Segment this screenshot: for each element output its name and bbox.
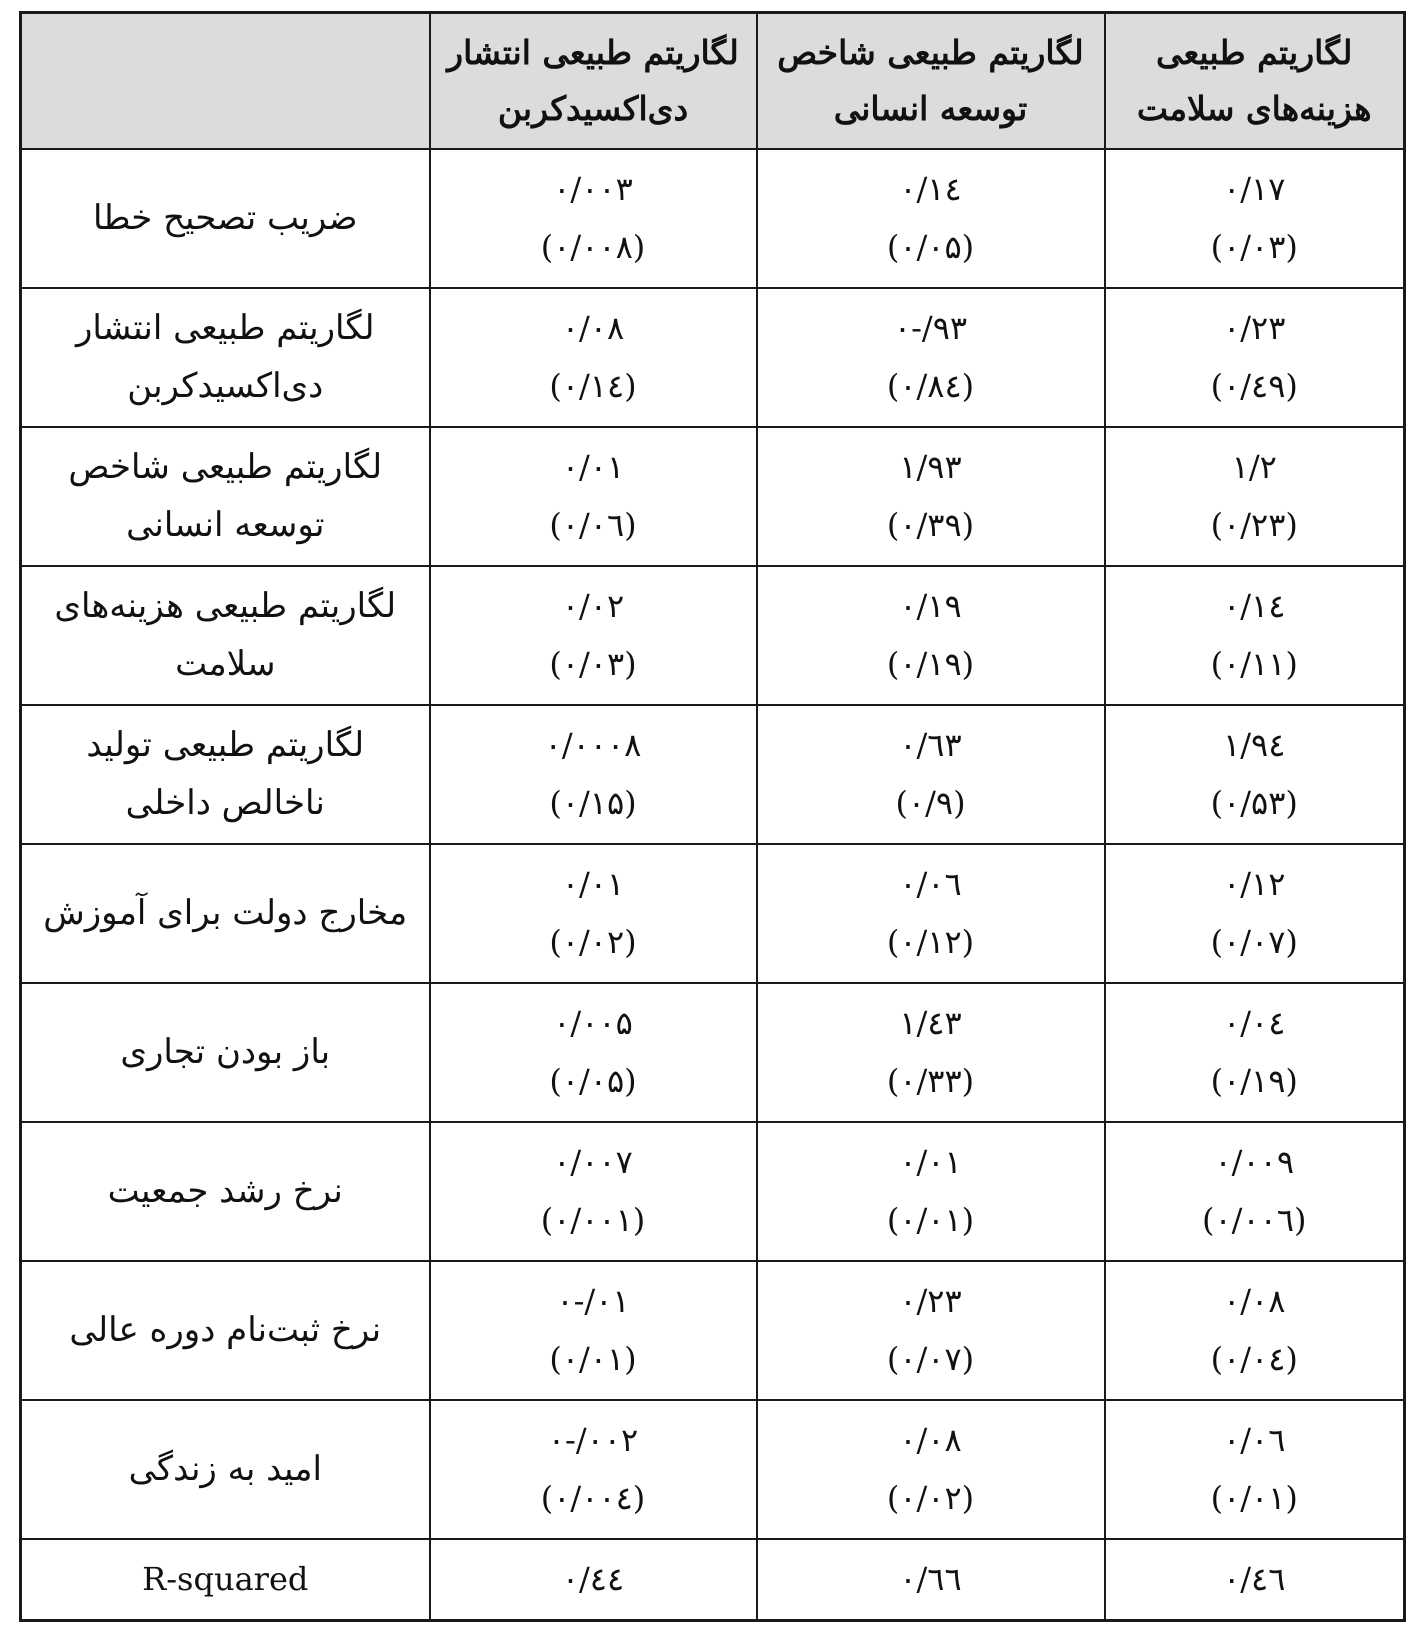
- cell-health-expenditure: [1105, 288, 1405, 427]
- header-co2: لگاریتم طبیعی انتشار دی‌اکسیدکربن: [430, 13, 757, 149]
- variable-name-cell: [21, 1261, 430, 1400]
- standard-error-value: (۰/۰۲): [549, 923, 637, 961]
- table-row: [21, 149, 1405, 288]
- r-squared-label: R-squared: [142, 1560, 309, 1599]
- variable-name: نرخ رشد جمعیت: [107, 1171, 343, 1211]
- standard-error-value: (۰/۱۹): [886, 645, 975, 683]
- r-squared-health-expenditure: [1105, 1539, 1405, 1621]
- standard-error-value: (۰/۳۹): [886, 506, 975, 544]
- cell-co2: [430, 427, 757, 566]
- cell-health-expenditure: [1105, 566, 1405, 705]
- cell-health-expenditure: [1105, 705, 1405, 844]
- standard-error-value: (۰/۱۱): [1210, 645, 1298, 683]
- coefficient-value: ۰/۱۹: [899, 587, 962, 625]
- coefficient-value: ۰/۰۰۹: [1214, 1143, 1295, 1181]
- variable-name: لگاریتم طبیعی هزینه‌های سلامت: [54, 586, 397, 684]
- r-squared-row: [21, 1539, 1405, 1621]
- standard-error-value: (۰/۵۳): [1210, 784, 1298, 822]
- standard-error-value: (۰/۳۳): [886, 1062, 975, 1100]
- cell-co2: [430, 288, 757, 427]
- standard-error-value: (۰/۰۷): [886, 1340, 975, 1378]
- variable-name-cell: [21, 1400, 430, 1539]
- coefficient-value: ۰/۰۸: [899, 1421, 962, 1459]
- coefficient-value: ۰/۰۰۵: [553, 1004, 633, 1042]
- coefficient-value: ۰/۰۱: [561, 448, 625, 486]
- cell-health-expenditure: [1105, 1261, 1405, 1400]
- coefficient-value: ۰/۱٤: [899, 170, 962, 208]
- cell-co2: [430, 1122, 757, 1261]
- standard-error-value: (۰/۸٤): [886, 367, 975, 405]
- cell-hdi: [757, 1261, 1105, 1400]
- cell-health-expenditure: [1105, 427, 1405, 566]
- cell-hdi: [757, 427, 1105, 566]
- variable-name-cell: [21, 983, 430, 1122]
- standard-error-value: (۰/۰٤): [1210, 1340, 1298, 1378]
- variable-name-cell: [21, 427, 430, 566]
- r-squared-value: ۰/٤٦: [1223, 1560, 1286, 1599]
- cell-health-expenditure: [1105, 149, 1405, 288]
- table-row: [21, 288, 1405, 427]
- r-squared-co2: [430, 1539, 757, 1621]
- standard-error-value: (۰/۰۳): [1210, 228, 1298, 266]
- cell-co2: [430, 149, 757, 288]
- cell-hdi: [757, 566, 1105, 705]
- table-row: [21, 1122, 1405, 1261]
- variable-name: نرخ ثبت‌نام دوره عالی: [69, 1310, 382, 1350]
- standard-error-value: (۰/۱۹): [1210, 1062, 1298, 1100]
- cell-health-expenditure: [1105, 1122, 1405, 1261]
- coefficient-value: ۰/۰۰۷: [553, 1143, 633, 1181]
- r-squared-value: ۰/٤٤: [561, 1560, 625, 1599]
- coefficient-value: ۰/۰۸: [1223, 1282, 1286, 1320]
- standard-error-value: (۰/۱۲): [886, 923, 975, 961]
- table-row: [21, 1261, 1405, 1400]
- coefficient-value: ۰/۰۰۳: [553, 170, 633, 208]
- variable-name-cell: [21, 705, 430, 844]
- coefficient-value: ۰-/۰۱: [556, 1282, 630, 1320]
- variable-name: لگاریتم طبیعی شاخص توسعه انسانی: [68, 447, 383, 545]
- standard-error-value: (۰/۰۰۸): [540, 228, 646, 266]
- cell-hdi: [757, 705, 1105, 844]
- standard-error-value: (۰/۰۱): [1210, 1479, 1298, 1517]
- coefficient-value: ۰/۲۳: [1223, 309, 1286, 347]
- coefficient-value: ۰/۰۰۰۸: [544, 726, 642, 764]
- variable-name-cell: [21, 288, 430, 427]
- coefficient-value: ۰/۲۳: [899, 1282, 962, 1320]
- coefficient-value: ۰/۰۱: [561, 865, 625, 903]
- r-squared-hdi: [757, 1539, 1105, 1621]
- standard-error-value: (۰/۰۵): [886, 228, 975, 266]
- coefficient-value: ۰/۰٦: [899, 865, 962, 903]
- coefficient-value: ۰-/۹۳: [893, 309, 968, 347]
- cell-co2: [430, 1261, 757, 1400]
- cell-hdi: [757, 149, 1105, 288]
- cell-health-expenditure: [1105, 983, 1405, 1122]
- variable-name-cell: [21, 149, 430, 288]
- table-row: [21, 427, 1405, 566]
- coefficient-value: ۰/٦۳: [899, 726, 962, 764]
- standard-error-value: (۰/۰۱): [549, 1340, 637, 1378]
- cell-co2: [430, 705, 757, 844]
- header-health-expenditure: لگاریتم طبیعی هزینه‌های سلامت: [1105, 13, 1405, 149]
- cell-hdi: [757, 844, 1105, 983]
- coefficient-value: ۰/۱٤: [1223, 587, 1286, 625]
- r-squared-label-cell: [21, 1539, 430, 1621]
- header-hdi: لگاریتم طبیعی شاخص توسعه انسانی: [757, 13, 1105, 149]
- coefficient-value: ۱/۲: [1231, 448, 1277, 486]
- variable-name: امید به زندگی: [128, 1449, 322, 1489]
- table-row: [21, 1400, 1405, 1539]
- standard-error-value: (۰/۰۲): [886, 1479, 975, 1517]
- coefficient-value: ۱/۹٤: [1223, 726, 1286, 764]
- coefficient-value: ۰/۰۲: [561, 587, 625, 625]
- coefficient-value: ۰/۰۱: [899, 1143, 962, 1181]
- cell-hdi: [757, 288, 1105, 427]
- cell-co2: [430, 1400, 757, 1539]
- cell-co2: [430, 983, 757, 1122]
- coefficient-value: ۰/۱۷: [1223, 170, 1286, 208]
- standard-error-value: (۰/۰۰۱): [540, 1201, 646, 1239]
- variable-name-cell: [21, 844, 430, 983]
- coefficient-value: ۱/۹۳: [899, 448, 962, 486]
- table-row: [21, 566, 1405, 705]
- cell-health-expenditure: [1105, 1400, 1405, 1539]
- cell-co2: [430, 844, 757, 983]
- variable-name: ضریب تصحیح خطا: [93, 198, 358, 238]
- standard-error-value: (۰/۰۵): [549, 1062, 637, 1100]
- table-row: [21, 705, 1405, 844]
- standard-error-value: (۰/۰۰٤): [540, 1479, 646, 1517]
- standard-error-value: (۰/۰۱): [886, 1201, 975, 1239]
- coefficient-value: ۰/۰۸: [561, 309, 625, 347]
- cell-hdi: [757, 1122, 1105, 1261]
- coefficient-value: ۰/۱۲: [1223, 865, 1286, 903]
- cell-co2: [430, 566, 757, 705]
- header-corner: [21, 13, 430, 149]
- table-row: [21, 983, 1405, 1122]
- variable-name: مخارج دولت برای آموزش: [43, 893, 408, 933]
- cell-health-expenditure: [1105, 844, 1405, 983]
- header-row: [21, 13, 1405, 149]
- coefficient-value: ۰/۰٤: [1223, 1004, 1286, 1042]
- variable-name: لگاریتم طبیعی انتشار دی‌اکسیدکربن: [76, 308, 375, 406]
- standard-error-value: (۰/٤۹): [1210, 367, 1298, 405]
- variable-name: باز بودن تجاری: [120, 1032, 331, 1072]
- coefficient-value: ۰-/۰۰۲: [547, 1421, 639, 1459]
- regression-results-table: [19, 11, 1406, 1622]
- variable-name: لگاریتم طبیعی تولید ناخالص داخلی: [86, 725, 365, 823]
- standard-error-value: (۰/۰٦): [549, 506, 637, 544]
- standard-error-value: (۰/۰۳): [549, 645, 637, 683]
- variable-name-cell: [21, 1122, 430, 1261]
- coefficient-value: ۱/٤۳: [899, 1004, 962, 1042]
- cell-hdi: [757, 983, 1105, 1122]
- coefficient-value: ۰/۰٦: [1223, 1421, 1286, 1459]
- variable-name-cell: [21, 566, 430, 705]
- standard-error-value: (۰/۹): [895, 784, 966, 822]
- r-squared-value: ۰/٦٦: [899, 1560, 962, 1599]
- standard-error-value: (۰/۱٤): [549, 367, 637, 405]
- standard-error-value: (۰/۰۰٦): [1202, 1201, 1307, 1239]
- table-row: [21, 844, 1405, 983]
- standard-error-value: (۰/۲۳): [1210, 506, 1298, 544]
- cell-hdi: [757, 1400, 1105, 1539]
- standard-error-value: (۰/۱۵): [549, 784, 637, 822]
- standard-error-value: (۰/۰۷): [1210, 923, 1298, 961]
